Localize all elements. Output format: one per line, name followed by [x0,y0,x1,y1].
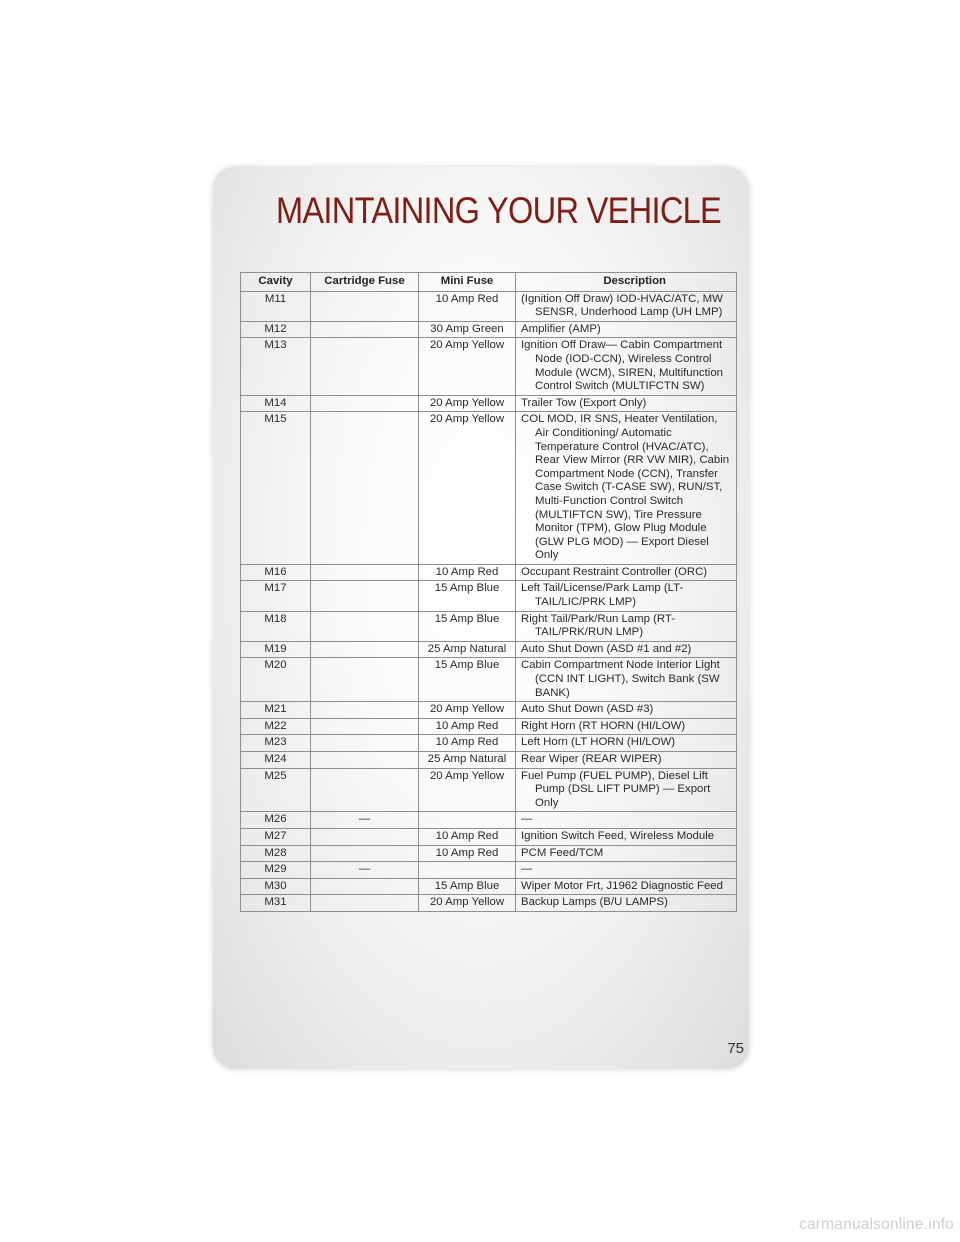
description-text: Auto Shut Down (ASD #1 and #2) [521,642,692,655]
cell-cavity: M12 [241,321,311,338]
cell-mini-fuse: 15 Amp Blue [419,581,516,611]
cell-description [516,395,737,412]
cell-cavity: M22 [241,718,311,735]
cell-mini-fuse [419,812,516,829]
table-row [241,321,737,338]
cell-cartridge-fuse [311,564,419,581]
cell-cartridge-fuse [311,581,419,611]
cell-mini-fuse [419,862,516,879]
cell-cartridge-fuse [311,641,419,658]
description-text: Trailer Tow (Export Only) [521,396,647,409]
cell-description [516,862,737,879]
cell-cavity: M11 [241,291,311,321]
cell-description [516,338,737,395]
cell-mini-fuse: 10 Amp Red [419,718,516,735]
cell-cartridge-fuse [311,291,419,321]
table-row [241,658,737,702]
cell-cavity: M20 [241,658,311,702]
cell-mini-fuse: 10 Amp Red [419,735,516,752]
cell-mini-fuse: 15 Amp Blue [419,878,516,895]
header-description: Description [516,273,737,292]
cell-cavity: M15 [241,412,311,565]
cell-cavity: M29 [241,862,311,879]
header-cartridge-fuse: Cartridge Fuse [311,273,419,292]
cell-cartridge-fuse [311,412,419,565]
table-row [241,395,737,412]
cell-cavity: M30 [241,878,311,895]
cell-description [516,828,737,845]
cell-mini-fuse: 10 Amp Red [419,845,516,862]
cell-mini-fuse: 20 Amp Yellow [419,412,516,565]
cell-description [516,895,737,912]
cell-description [516,768,737,812]
description-text: Backup Lamps (B/U LAMPS) [521,896,668,909]
cell-description [516,845,737,862]
description-text: PCM Feed/TCM [521,846,604,859]
description-text: Amplifier (AMP) [521,322,601,335]
description-text: — [521,863,533,876]
table-row [241,828,737,845]
cell-mini-fuse: 10 Amp Red [419,828,516,845]
table-header-row [241,273,737,292]
header-cavity: Cavity [241,273,311,292]
description-text: Left Horn (LT HORN (HI/LOW) [521,736,676,749]
cell-mini-fuse: 20 Amp Yellow [419,702,516,719]
cell-description [516,412,737,565]
table-row [241,412,737,565]
cell-cavity: M27 [241,828,311,845]
cell-mini-fuse: 15 Amp Blue [419,658,516,702]
cell-cavity: M23 [241,735,311,752]
cell-cavity: M13 [241,338,311,395]
cell-cartridge-fuse [311,658,419,702]
cell-description [516,611,737,641]
cell-mini-fuse: 10 Amp Red [419,564,516,581]
cell-cartridge-fuse [311,878,419,895]
table-row [241,845,737,862]
table-row [241,895,737,912]
cell-description [516,702,737,719]
cell-cartridge-fuse: — [311,862,419,879]
description-text: Cabin Compartment Node Interior Light (CCN INT LIGHT), Switch Bank (SW BANK) [521,659,720,699]
cell-cartridge-fuse [311,828,419,845]
cell-cavity: M25 [241,768,311,812]
cell-mini-fuse: 10 Amp Red [419,291,516,321]
cell-cartridge-fuse [311,395,419,412]
table-row [241,291,737,321]
header-mini-fuse: Mini Fuse [419,273,516,292]
table-row [241,702,737,719]
cell-mini-fuse: 20 Amp Yellow [419,895,516,912]
cell-description [516,564,737,581]
cell-mini-fuse: 15 Amp Blue [419,611,516,641]
cell-mini-fuse: 20 Amp Yellow [419,395,516,412]
page-title: MAINTAINING YOUR VEHICLE [276,190,722,231]
description-text: Wiper Motor Frt, J1962 Diagnostic Feed [521,879,723,892]
cell-mini-fuse: 20 Amp Yellow [419,768,516,812]
cell-cavity: M28 [241,845,311,862]
table-row [241,581,737,611]
description-text: — [521,813,533,826]
cell-description [516,735,737,752]
cell-cartridge-fuse [311,702,419,719]
table-row [241,564,737,581]
description-text: Auto Shut Down (ASD #3) [521,703,654,716]
cell-cartridge-fuse [311,768,419,812]
cell-mini-fuse: 25 Amp Natural [419,752,516,769]
description-text: Right Horn (RT HORN (HI/LOW) [521,719,686,732]
cell-cavity: M18 [241,611,311,641]
table-row [241,641,737,658]
cell-cartridge-fuse [311,895,419,912]
cell-description [516,812,737,829]
cell-cavity: M19 [241,641,311,658]
cell-cavity: M21 [241,702,311,719]
description-text: Rear Wiper (REAR WIPER) [521,753,662,765]
table-row [241,862,737,879]
description-text: Occupant Restraint Controller (ORC) [521,565,708,578]
cell-description [516,752,737,769]
description-text: Left Tail/License/Park Lamp (LT-TAIL/LIC/PRK LMP) [521,582,684,609]
cell-description [516,581,737,611]
fuse-table [240,272,737,912]
cell-cavity: M26 [241,812,311,829]
cell-cavity: M31 [241,895,311,912]
description-text: (Ignition Off Draw) IOD-HVAC/ATC, MW SENSR, Underhood Lamp (UH LMP) [521,292,723,319]
description-text: Right Tail/Park/Run Lamp (RT-TAIL/PRK/RUN LMP) [521,612,676,639]
description-text: COL MOD, IR SNS, Heater Ventilation, Air Conditioning/ Automatic Temperature Control (HVAC/ATC), Rear View Mirror (RR VW MIR), Cabin Compartment Node (CCN), Transfer Case Switch (T-CASE SW), RUN/ST, Multi-Function Control Switch (MULTIFTCN SW), Tire Pressure Monitor (TPM), Glow Plug Module (GLW PLG MOD) — Export Diesel Only [521,413,730,562]
cell-description [516,641,737,658]
table-row [241,752,737,769]
table-row [241,768,737,812]
description-text: Fuel Pump (FUEL PUMP), Diesel Lift Pump (DSL LIFT PUMP) — Export Only [521,769,711,809]
watermark: carmanualsonline.info [799,1216,954,1233]
cell-cavity: M24 [241,752,311,769]
cell-cartridge-fuse [311,735,419,752]
cell-cavity: M16 [241,564,311,581]
cell-mini-fuse: 25 Amp Natural [419,641,516,658]
cell-mini-fuse: 20 Amp Yellow [419,338,516,395]
cell-cartridge-fuse [311,752,419,769]
cell-cartridge-fuse: — [311,812,419,829]
cell-cartridge-fuse [311,338,419,395]
table-row [241,812,737,829]
cell-description [516,878,737,895]
cell-mini-fuse: 30 Amp Green [419,321,516,338]
description-text: Ignition Switch Feed, Wireless Module [521,829,715,842]
cell-cavity: M14 [241,395,311,412]
description-text: Ignition Off Draw— Cabin Compartment Node (IOD-CCN), Wireless Control Module (WCM), SIREN, Multifunction Control Switch (MULTIFCTN SW) [521,339,723,393]
page-number: 75 [727,1040,744,1057]
cell-cartridge-fuse [311,845,419,862]
table-row [241,338,737,395]
table-row [241,611,737,641]
table-row [241,735,737,752]
cell-cartridge-fuse [311,718,419,735]
cell-cavity: M17 [241,581,311,611]
cell-cartridge-fuse [311,611,419,641]
cell-description [516,291,737,321]
table-row [241,878,737,895]
table-row [241,718,737,735]
cell-description [516,658,737,702]
cell-description [516,321,737,338]
cell-cartridge-fuse [311,321,419,338]
cell-description [516,718,737,735]
